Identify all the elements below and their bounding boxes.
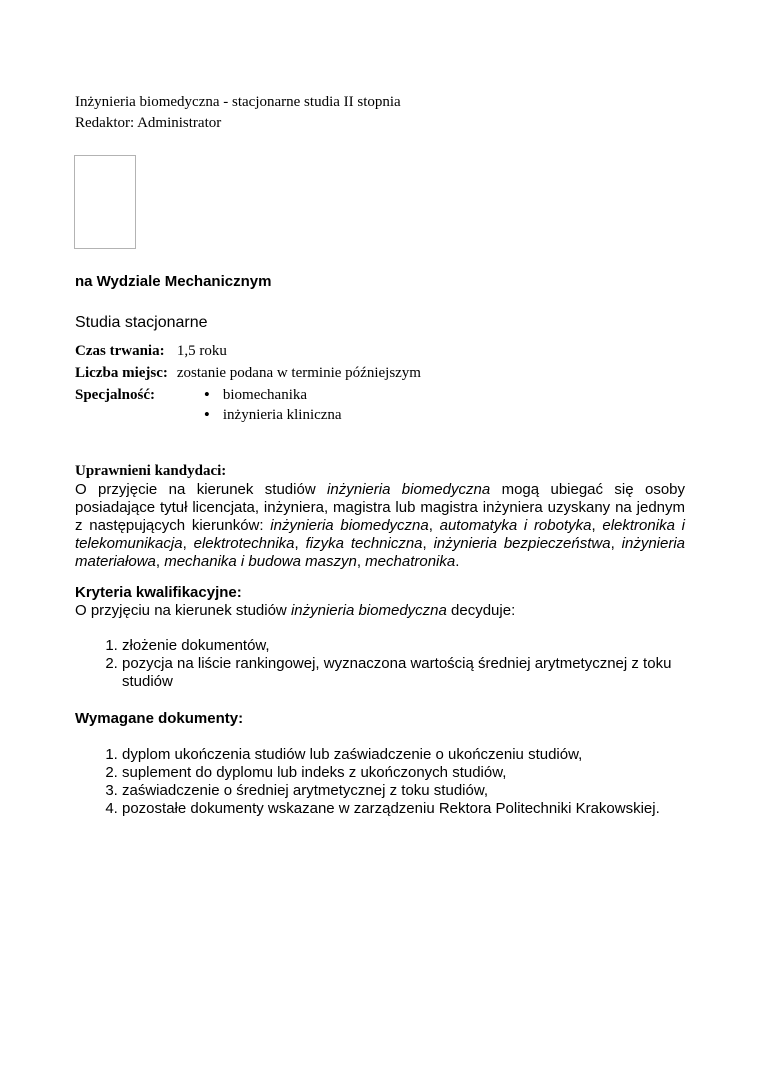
candidates-title: Uprawnieni kandydaci:: [75, 463, 227, 479]
criteria-title: Kryteria kwalifikacyjne:: [75, 584, 242, 601]
candidates-section: [75, 461, 685, 571]
specialties-label: Specjalność:: [75, 387, 155, 403]
seats-row: [75, 363, 421, 385]
specialties-row: [75, 385, 421, 425]
field-name: mechatronika: [365, 553, 456, 570]
text-fragment: .: [455, 553, 460, 570]
text-fragment: O przyjęcie na kierunek studiów: [75, 481, 328, 498]
documents-list: [75, 746, 695, 818]
candidates-text: O przyjęcie na kierunek studiów inżynieria biomedyczna mogą ubiegać się osoby posiadające tytuł licencjata, inżyniera, magistra lub magistra inżyniera uzyskany na jednym z następujących kierunków: inżynieria biomedyczna, automatyka i robotyka, elektronika i telekomunikacja, elektrotechnika, fizyka techniczna, inżynieria bezpieczeństwa, inżynieria materiałowa, mechanika i budowa maszyn, mechatronika.: [75, 481, 686, 570]
text-fragment: decyduje:: [446, 602, 516, 619]
documents-section: [75, 709, 695, 818]
image-placeholder: [74, 155, 136, 249]
duration-value: 1,5 roku: [176, 343, 227, 359]
field-name: elektronika i telekomunikacja: [75, 517, 685, 552]
field-name: inżynieria biomedyczna: [270, 517, 429, 534]
document-item: 2. suplement do dyplomu lub indeks z ukończonych studiów,: [122, 764, 695, 782]
text-fragment: O przyjęciu na kierunek studiów: [75, 602, 291, 619]
field-name: inżynieria materiałowa: [75, 535, 686, 570]
program-name: inżynieria biomedyczna: [290, 602, 447, 619]
field-name: mechanika i budowa maszyn: [164, 553, 357, 570]
field-name: automatyka i robotyka: [439, 517, 592, 534]
field-name: fizyka techniczna: [305, 535, 423, 552]
criteria-item: 2. pozycja na liście rankingowej, wyznaczona wartością średniej arytmetycznej z toku studiów: [122, 655, 695, 691]
specialty-item: • inżynieria kliniczna: [223, 405, 421, 425]
seats-label: Liczba miejsc:: [75, 365, 168, 381]
documents-title: Wymagane dokumenty:: [75, 710, 244, 727]
text-fragment: mogą ubiegać się osoby posiadające tytuł licencjata, inżyniera, magistra lub magistra inżyniera uzyskany na jednym z następujących kierunków:: [75, 481, 686, 534]
program-name: inżynieria biomedyczna: [327, 481, 491, 498]
criteria-item: 1. złożenie dokumentów,: [122, 637, 695, 655]
document-header: [75, 92, 401, 134]
specialties-cell: [177, 385, 421, 425]
program-title: Inżynieria biomedyczna - stacjonarne studia II stopnia: [75, 94, 401, 110]
criteria-section: [75, 583, 695, 691]
criteria-intro: [75, 602, 695, 619]
specialty-item: • biomechanika: [223, 385, 421, 405]
faculty-heading: na Wydziale Mechanicznym: [75, 273, 272, 290]
specialties-list: [177, 385, 421, 425]
duration-label: Czas trwania:: [75, 343, 165, 359]
criteria-list: [75, 637, 695, 691]
info-table: [75, 341, 421, 425]
field-name: inżynieria bezpieczeństwa: [433, 535, 611, 552]
duration-row: [75, 341, 421, 363]
field-name: elektrotechnika: [193, 535, 295, 552]
document-item: 3. zaświadczenie o średniej arytmetycznej z toku studiów,: [122, 782, 695, 800]
document-item: 4. pozostałe dokumenty wskazane w zarządzeniu Rektora Politechniki Krakowskiej.: [122, 800, 695, 818]
editor-line: Redaktor: Administrator: [75, 115, 222, 131]
study-mode-heading: Studia stacjonarne: [75, 314, 208, 331]
document-item: 1. dyplom ukończenia studiów lub zaświadczenie o ukończeniu studiów,: [122, 746, 695, 764]
seats-value: zostanie podana w terminie późniejszym: [176, 365, 421, 381]
